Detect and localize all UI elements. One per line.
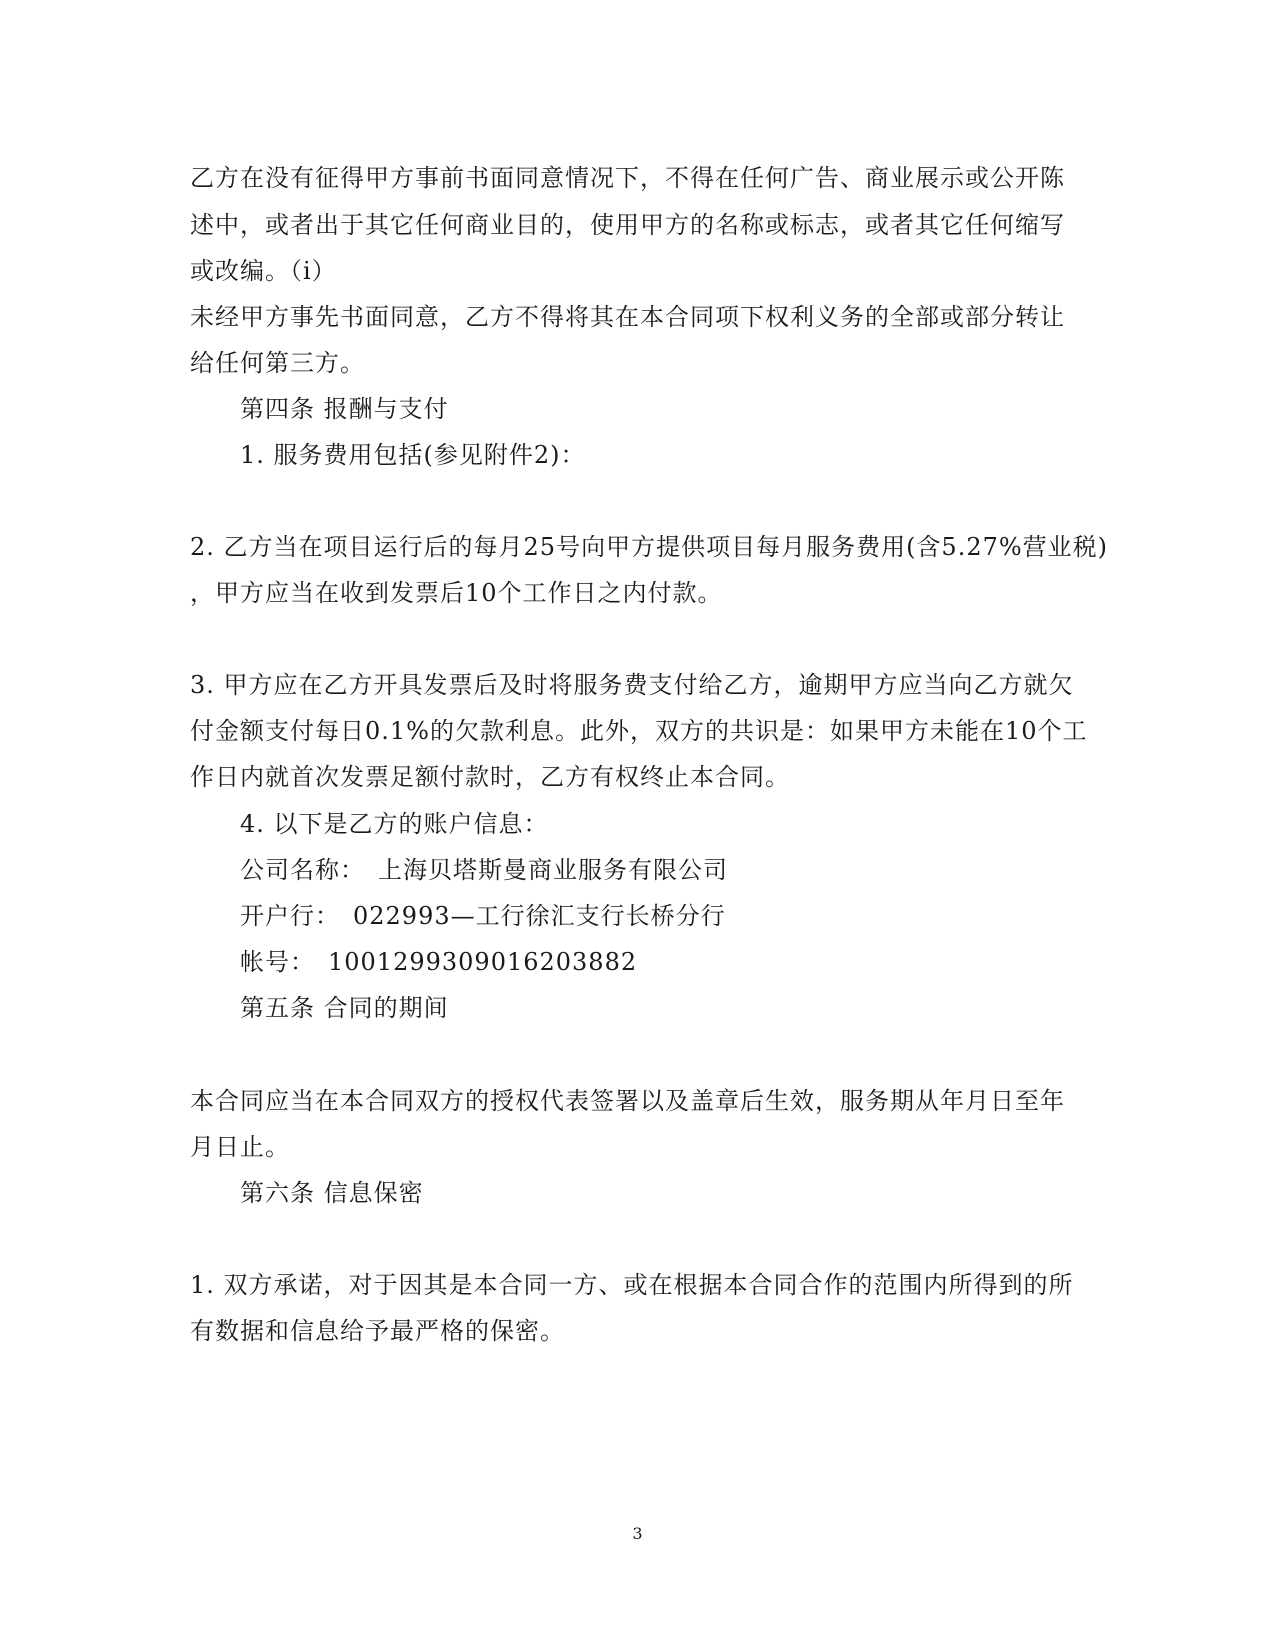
paragraph-line: ，甲方应当在收到发票后10个工作日之内付款。 bbox=[190, 579, 723, 607]
section-heading-6: 第六条 信息保密 bbox=[240, 1179, 424, 1207]
paragraph-line: 有数据和信息给予最严格的保密。 bbox=[190, 1317, 565, 1345]
list-item: 2. 乙方当在项目运行后的每月25号向甲方提供项目每月服务费用(含5.27%营业税) bbox=[190, 533, 1109, 561]
page-number: 3 bbox=[632, 1524, 643, 1543]
bank-line: 开户行： 022993—工行徐汇支行长桥分行 bbox=[240, 902, 726, 930]
paragraph-line: 述中，或者出于其它任何商业目的，使用甲方的名称或标志，或者其它任何缩写 bbox=[190, 211, 1065, 239]
paragraph-line: 付金额支付每日0.1%的欠款利息。此外，双方的共识是：如果甲方未能在10个工 bbox=[190, 717, 1088, 745]
paragraph-line: 作日内就首次发票足额付款时，乙方有权终止本合同。 bbox=[190, 763, 790, 791]
paragraph-line: 或改编。（i） bbox=[190, 257, 337, 285]
paragraph-line: 乙方在没有征得甲方事前书面同意情况下，不得在任何广告、商业展示或公开陈 bbox=[190, 164, 1065, 192]
list-item: 4. 以下是乙方的账户信息： bbox=[240, 810, 549, 838]
section-heading-4: 第四条 报酬与支付 bbox=[240, 395, 449, 423]
list-item: 1. 双方承诺，对于因其是本合同一方、或在根据本合同合作的范围内所得到的所 bbox=[190, 1271, 1074, 1299]
list-item: 1. 服务费用包括(参见附件2)： bbox=[240, 441, 586, 469]
paragraph-line: 未经甲方事先书面同意，乙方不得将其在本合同项下权利义务的全部或部分转让 bbox=[190, 303, 1065, 331]
paragraph-line: 本合同应当在本合同双方的授权代表签署以及盖章后生效，服务期从年月日至年 bbox=[190, 1087, 1065, 1115]
paragraph-line: 给任何第三方。 bbox=[190, 349, 365, 377]
paragraph-line: 月日止。 bbox=[190, 1133, 290, 1161]
section-heading-5: 第五条 合同的期间 bbox=[240, 994, 449, 1022]
account-number-line: 帐号： 1001299309016203882 bbox=[240, 948, 638, 976]
company-name-line: 公司名称： 上海贝塔斯曼商业服务有限公司 bbox=[240, 856, 728, 884]
list-item: 3. 甲方应在乙方开具发票后及时将服务费支付给乙方，逾期甲方应当向乙方就欠 bbox=[190, 671, 1074, 699]
